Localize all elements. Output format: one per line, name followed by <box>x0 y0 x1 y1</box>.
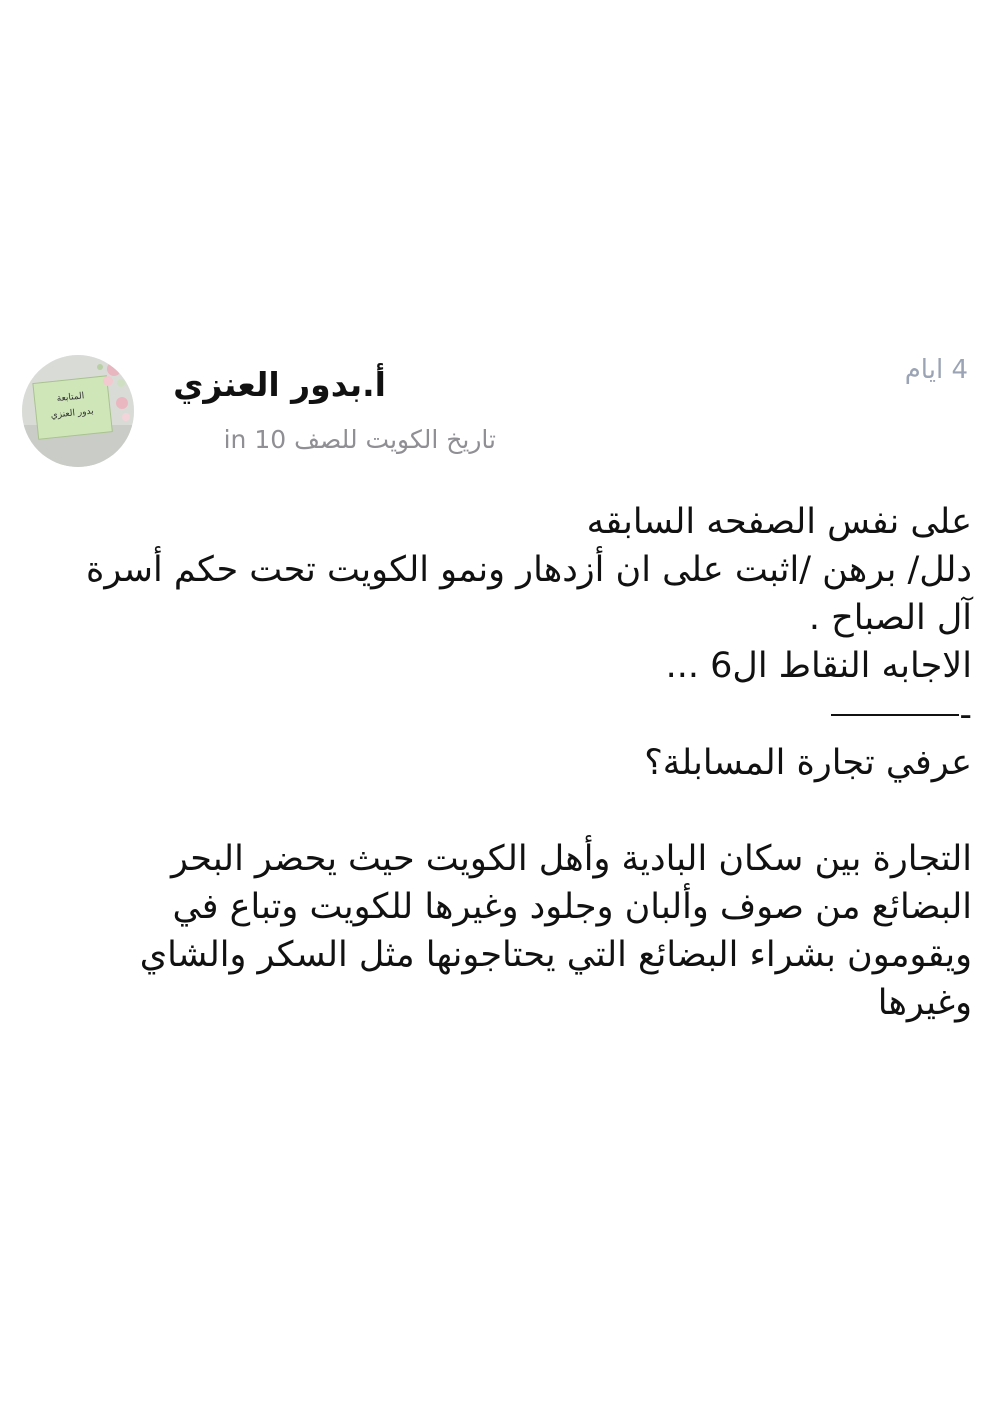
answer-line: البضائع من صوف وألبان وجلود وغيرها للكويت وتباع في <box>172 887 972 927</box>
group-line[interactable] <box>224 420 496 460</box>
avatar-card-image <box>22 355 134 467</box>
author-avatar[interactable] <box>22 355 134 467</box>
answer-line: ويقومون بشراء البضائع التي يحتاجونها مثل السكر والشاي <box>139 935 972 975</box>
answer-line: وغيرها <box>877 983 972 1023</box>
paragraph-gap <box>42 787 972 835</box>
avatar-card-text-bottom: بدور العنزي <box>50 406 95 421</box>
avatar-card-text-top: المتابعة <box>56 391 85 405</box>
body-line: دلل/ برهن /اثبت على ان أزدهار ونمو الكويت تحت حكم أسرة <box>86 550 972 590</box>
post-body <box>42 498 972 1027</box>
post-timestamp[interactable]: 4 ايام <box>904 355 968 385</box>
divider-dash: - <box>959 695 972 735</box>
body-line: آل الصباح . <box>808 598 972 638</box>
answer-line: التجارة بين سكان البادية وأهل الكويت حيث يحضر البحر <box>170 839 972 879</box>
group-name[interactable]: تاريخ الكويت للصف 10 <box>254 425 496 454</box>
author-name[interactable]: أ.بدور العنزي <box>173 365 386 404</box>
divider-line <box>42 690 972 739</box>
body-line: الاجابه النقاط ال6 ... <box>665 646 972 686</box>
question-line: عرفي تجارة المسابلة؟ <box>644 743 972 783</box>
group-prefix: in <box>223 425 247 454</box>
body-line: على نفس الصفحه السابقه <box>586 502 972 542</box>
divider-rule <box>831 714 959 716</box>
